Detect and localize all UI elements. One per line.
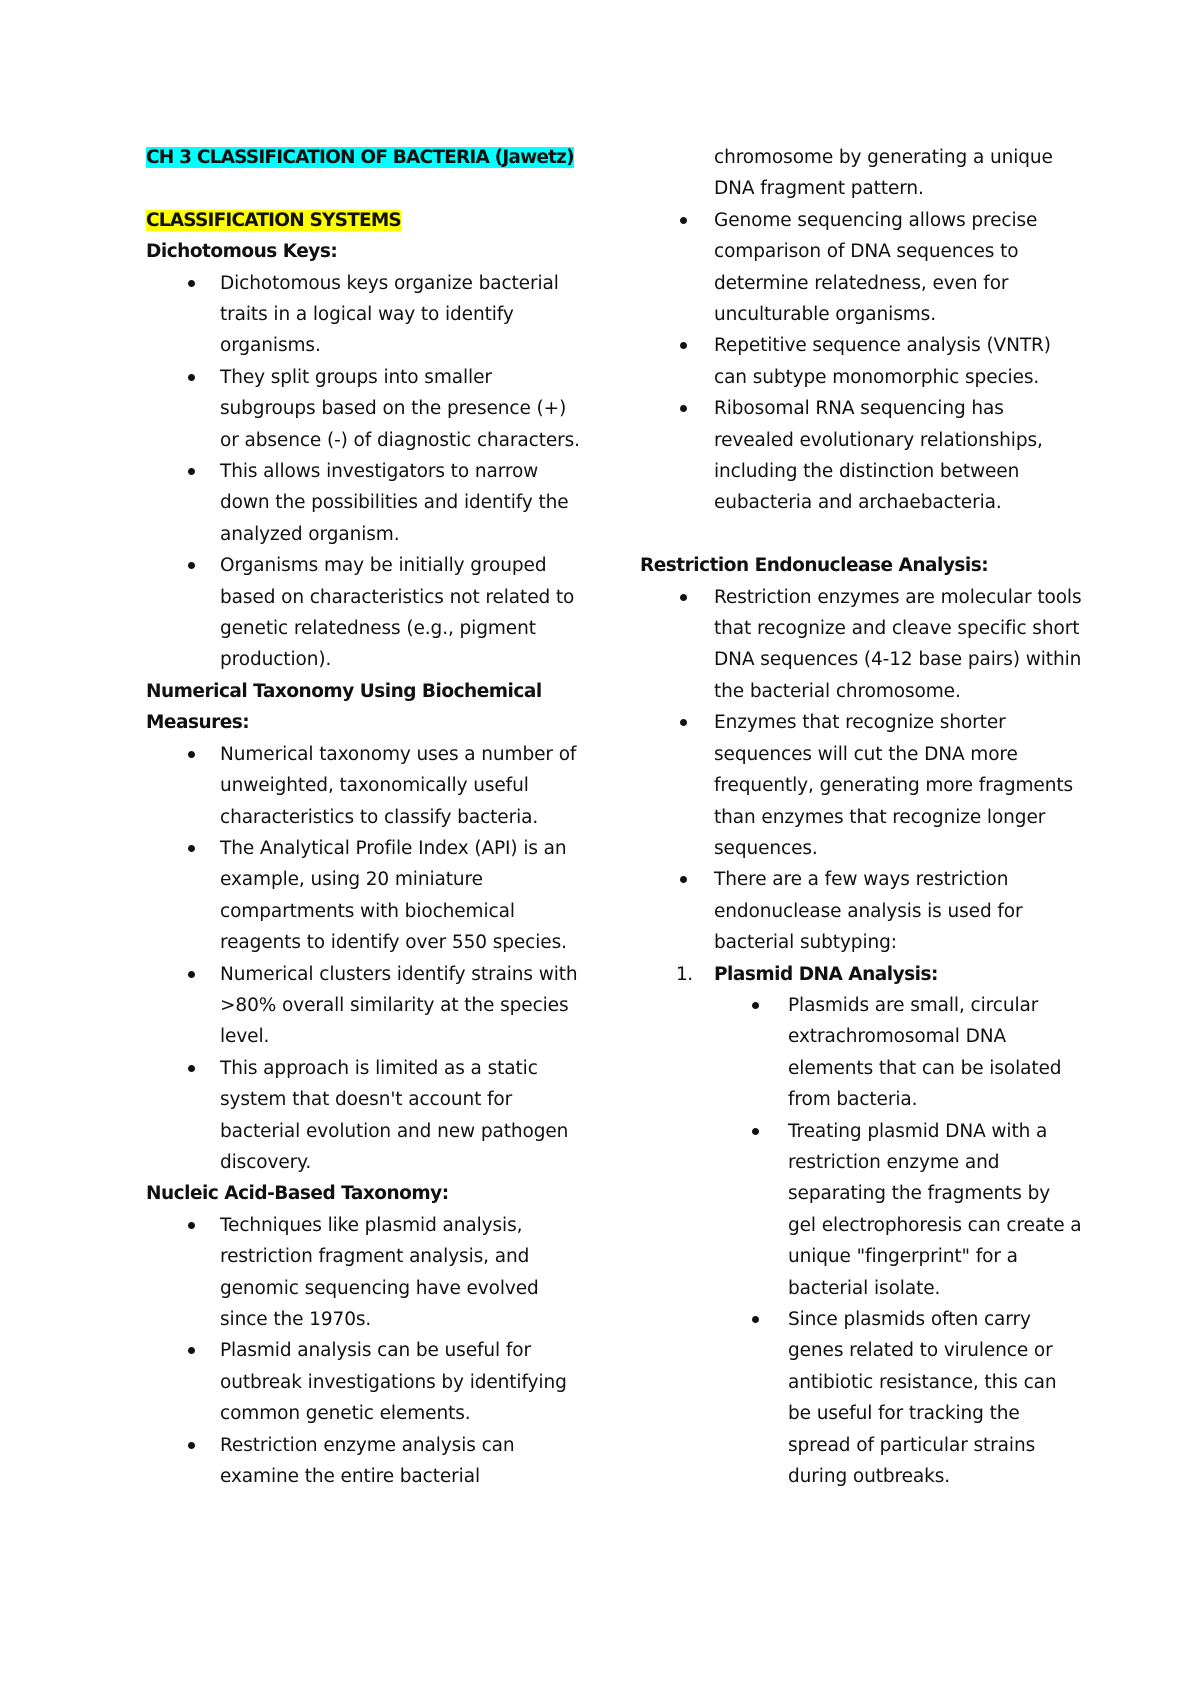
list-item: This approach is limited as a static system that doesn't account for bacterial evolution and new pathogen discovery.: [146, 1053, 582, 1179]
list-item-continuation: chromosome by generating a unique DNA fragment pattern.: [714, 147, 1053, 200]
right-column: [640, 142, 1082, 1492]
numerical-taxonomy-list: [146, 739, 582, 1179]
list-item: They split groups into smaller subgroups based on the presence (+) or absence (-) of diagnostic characters.: [146, 362, 582, 456]
list-item: This allows investigators to narrow down the possibilities and identify the analyzed organism.: [146, 456, 582, 550]
list-item: Techniques like plasmid analysis, restriction fragment analysis, and genomic sequencing have evolved since the 1970s.: [146, 1210, 582, 1336]
section-title-text: CLASSIFICATION SYSTEMS: [146, 209, 401, 231]
plasmid-dna-analysis-list: [640, 990, 1082, 1493]
list-item: Plasmids are small, circular extrachromosomal DNA elements that can be isolated from bacteria.: [640, 990, 1082, 1116]
list-item: Ribosomal RNA sequencing has revealed evolutionary relationships, including the distinction between eubacteria and archaebacteria.: [640, 393, 1082, 519]
item-heading-text: Plasmid DNA Analysis:: [714, 963, 938, 985]
list-item: Restriction enzymes are molecular tools that recognize and cleave specific short DNA sequences (4-12 base pairs) within the bacterial chromosome.: [640, 582, 1082, 708]
numbered-item: [640, 959, 1082, 1493]
list-item: There are a few ways restriction endonuclease analysis is used for bacterial subtyping:: [640, 864, 1082, 958]
list-item: Numerical taxonomy uses a number of unweighted, taxonomically useful characteristics to classify bacteria.: [146, 739, 582, 833]
subtyping-methods-list: [640, 959, 1082, 1493]
list-item: Treating plasmid DNA with a restriction enzyme and separating the fragments by gel electrophoresis can create a unique "fingerprint" for a bacterial isolate.: [640, 1116, 1082, 1304]
continued-list: [640, 142, 1082, 519]
heading-restriction-endonuclease: Restriction Endonuclease Analysis:: [640, 555, 989, 577]
list-item: The Analytical Profile Index (API) is an example, using 20 miniature compartments with biochemical reagents to identify over 550 species.: [146, 833, 582, 959]
nucleic-acid-taxonomy-list: [146, 1210, 582, 1493]
numbered-item-heading: [640, 959, 1082, 990]
list-item: Repetitive sequence analysis (VNTR) can subtype monomorphic species.: [640, 330, 1082, 393]
dichotomous-keys-list: [146, 268, 582, 676]
list-item: Plasmid analysis can be useful for outbreak investigations by identifying common genetic elements.: [146, 1335, 582, 1429]
list-item: Enzymes that recognize shorter sequences will cut the DNA more frequently, generating more fragments than enzymes that recognize longer sequences.: [640, 707, 1082, 864]
list-item: Since plasmids often carry genes related to virulence or antibiotic resistance, this can be useful for tracking the spread of particular strains during outbreaks.: [640, 1304, 1082, 1492]
list-item: Numerical clusters identify strains with >80% overall similarity at the species level.: [146, 959, 582, 1053]
restriction-endonuclease-list: [640, 582, 1082, 959]
item-number: 1.: [676, 963, 693, 985]
heading-dichotomous-keys: Dichotomous Keys:: [146, 241, 338, 263]
left-column: [146, 142, 582, 1492]
heading-nucleic-acid-taxonomy: Nucleic Acid-Based Taxonomy:: [146, 1183, 449, 1205]
list-item: Organisms may be initially grouped based on characteristics not related to genetic relatedness (e.g., pigment production).: [146, 550, 582, 676]
list-item: Dichotomous keys organize bacterial traits in a logical way to identify organisms.: [146, 268, 582, 362]
list-item: Genome sequencing allows precise comparison of DNA sequences to determine relatedness, even for unculturable organisms.: [640, 205, 1082, 331]
heading-numerical-taxonomy: Numerical Taxonomy Using Biochemical Measures:: [146, 680, 542, 734]
document-title: [146, 142, 582, 173]
document-title-text: CH 3 CLASSIFICATION OF BACTERIA (Jawetz): [146, 147, 574, 168]
section-title: [146, 205, 582, 236]
list-item: Restriction enzyme analysis can examine the entire bacterial: [146, 1430, 582, 1493]
